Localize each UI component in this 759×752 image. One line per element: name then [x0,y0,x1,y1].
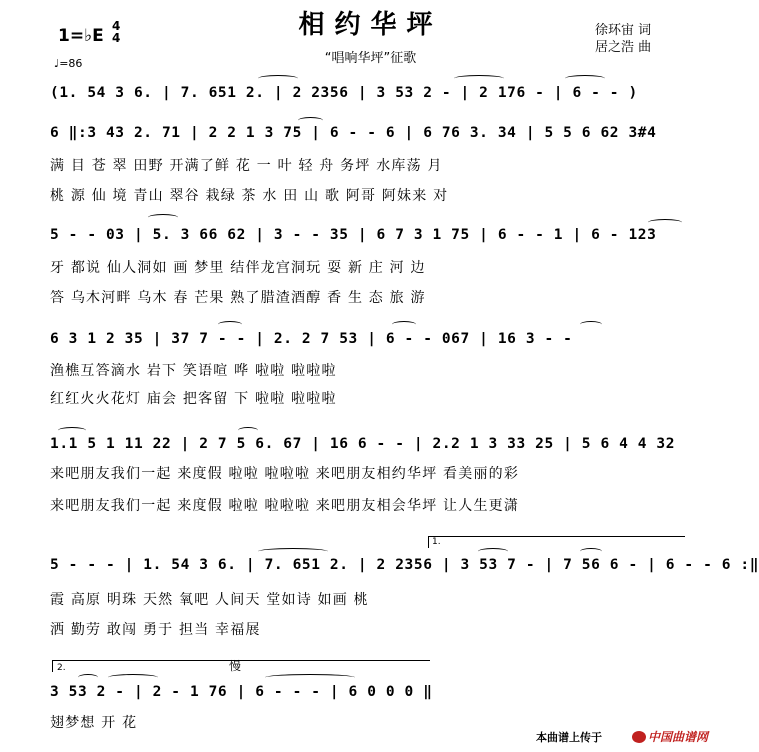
volta-1-label: 1. [432,537,441,547]
tempo-slow-mark: 慢 [229,659,242,673]
subtitle: “唱响华坪”征歌 [324,51,417,66]
tie-mark [108,674,158,681]
tie-mark [258,548,328,555]
tie-mark [265,674,355,681]
lyric-line: 答 乌木河畔 乌木 春 芒果 熟了腊渣酒醇 香 生 态 旅 游 [50,290,426,306]
volta-bracket-edge [428,536,429,548]
tie-mark [58,427,86,434]
lyric-line: 霞 高原 明珠 天然 氧吧 人间天 堂如诗 如画 桃 [50,592,369,608]
notation-line-4: 6 3 1 2 35 | 37 7 - - | 2. 2 7 53 | 6 - - 067 | 16 3 - - [50,331,573,347]
tie-mark [580,321,602,328]
lyricist-credit: 徐环宙 词 [595,23,652,38]
lyric-line: 来吧朋友我们一起 来度假 啦啦 啦啦啦 来吧朋友相会华坪 让人生更潇 [50,498,520,514]
tie-mark [298,117,323,124]
tempo-mark: ♩=86 [54,57,83,70]
notation-line-1: (1. 54 3 6. | 7. 651 2. | 2 2356 | 3 53 2 - | 2 176 - | 6 - - ) [50,85,638,101]
tie-mark [218,321,242,328]
lyric-line: 来吧朋友我们一起 来度假 啦啦 啦啦啦 来吧朋友相约华坪 看美丽的彩 [50,466,520,482]
lyric-line: 满 目 苍 翠 田野 开满了鲜 花 一 叶 轻 舟 务坪 水库荡 月 [50,158,443,174]
site-logo[interactable] [632,726,708,745]
notation-line-7: 3 53 2 - | 2 - 1 76 | 6 - - - | 6 0 0 0 ‖ [50,684,433,700]
lyric-line: 洒 勤劳 敢闯 勇于 担当 幸福展 [50,622,261,638]
tie-mark [392,321,416,328]
lyric-line: 桃 源 仙 境 青山 翠谷 栽绿 茶 水 田 山 歌 阿哥 阿妹来 对 [50,188,449,204]
key-signature: 1=♭E [58,26,104,46]
site-logo-text: 中国曲谱网 [648,730,709,744]
tie-mark [454,75,504,82]
tie-mark [580,548,602,555]
tie-mark [78,674,98,681]
notation-line-3: 5 - - 03 | 5. 3 66 62 | 3 - - 35 | 6 7 3 1 75 | 6 - - 1 | 6 - 123 [50,227,657,243]
footer-upload-text: 本曲谱上传于 [536,731,602,744]
logo-icon [632,731,646,743]
meter-bottom: 4 [112,31,121,45]
notation-line-6: 5 - - - | 1. 54 3 6. | 7. 651 2. | 2 2356 | 3 53 7 - | 7 56 6 - | 6 - - 6 :‖ [50,557,759,573]
volta-bracket [428,536,685,537]
tie-mark [565,75,605,82]
volta-2-label: 2. [57,663,66,673]
composer-credit: 居之浩 曲 [595,40,652,55]
lyric-line: 渔樵互答滴水 岩下 笑语喧 哗 啦啦 啦啦啦 [50,363,337,379]
time-signature [112,20,120,44]
tie-mark [258,75,298,82]
lyric-line: 牙 都说 仙人洞如 画 梦里 结伴龙宫洞玩 耍 新 庄 河 边 [50,260,426,276]
notation-line-2: 6 ‖:3 43 2. 71 | 2 2 1 3 75 | 6 - - 6 | 6 76 3. 34 | 5 5 6 62 3#4 [50,125,657,141]
lyric-line: 翅梦想 开 花 [50,715,138,731]
notation-line-5: 1.1 5 1 11 22 | 2 7 5 6. 67 | 16 6 - - | 2.2 1 3 33 25 | 5 6 4 4 32 [50,436,676,452]
volta-bracket-edge [52,660,53,672]
tie-mark [238,427,258,434]
tie-mark [478,548,508,555]
page-title: 相约华坪 [298,10,443,40]
meter-top: 4 [112,19,121,33]
lyric-line: 红红火火花灯 庙会 把客留 下 啦啦 啦啦啦 [50,391,337,407]
tie-mark [648,219,682,226]
tie-mark [148,214,178,221]
